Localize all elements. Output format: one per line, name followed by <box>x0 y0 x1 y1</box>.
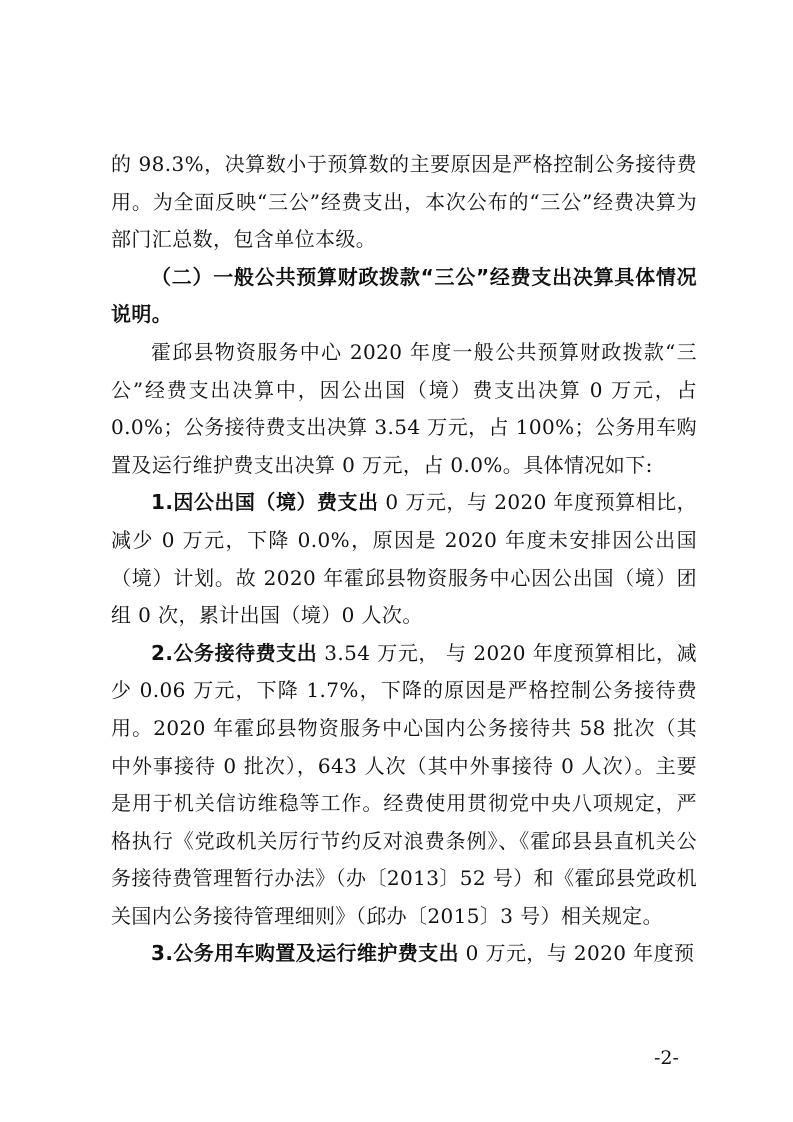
paragraph-reception <box>111 635 697 936</box>
paragraph-vehicle <box>111 935 697 973</box>
item-title-vehicle: 3.公务用车购置及运行维护费支出 <box>151 941 459 966</box>
item-title-reception: 2.公务接待费支出 <box>151 640 318 665</box>
page-number: -2- <box>654 1047 679 1069</box>
item-text-vehicle: 0 万元，与 2020 年度预 <box>458 941 695 966</box>
section-heading: （二）一般公共预算财政拨款“三公”经费支出决算具体情况说明。 <box>111 264 697 327</box>
document-body <box>111 146 697 973</box>
paragraph-overseas <box>111 484 697 634</box>
item-text-overseas: 0 万元，与 2020 年度预算相比，减少 0 万元，下降 0.0%，原因是 2020 年度未安排因公出国（境）计划。故 2020 年霍邱县物资服务中心因公出国（境）团组 0 次，累计出国（境）0 人次。 <box>111 490 697 628</box>
paragraph-summary: 霍邱县物资服务中心 2020 年度一般公共预算财政拨款“三公”经费支出决算中，因公出国（境）费支出决算 0 万元，占 0.0%；公务接待费支出决算 3.54 万元，占 100%；公务用车购置及运行维护费支出决算 0 万元，占 0.0%。具体情况如下: <box>111 339 697 477</box>
paragraph-1: 的 98.3%，决算数小于预算数的主要原因是严格控制公务接待费用。为全面反映“三公”经费支出，本次公布的“三公”经费决算为部门汇总数，包含单位本级。 <box>111 152 697 252</box>
item-title-overseas: 1.因公出国（境）费支出 <box>151 490 379 515</box>
item-text-reception: 3.54 万元， 与 2020 年度预算相比，减少 0.06 万元，下降 1.7%，下降的原因是严格控制公务接待费用。2020 年霍邱县物资服务中心国内公务接待共 58 批次（其中外事接待 0 批次），643 人次（其中外事接待 0 人次）。主要是用于机关信访维稳等工作。经费使用贯彻党中央八项规定，严格执行《党政机关厉行节约反对浪费条例》、《霍邱县县直机关公务接待费管理暂行办法》（办〔2013〕52 号）和《霍邱县党政机关国内公务接待管理细则》（邱办〔2015〕3 号）相关规定。 <box>111 640 697 928</box>
